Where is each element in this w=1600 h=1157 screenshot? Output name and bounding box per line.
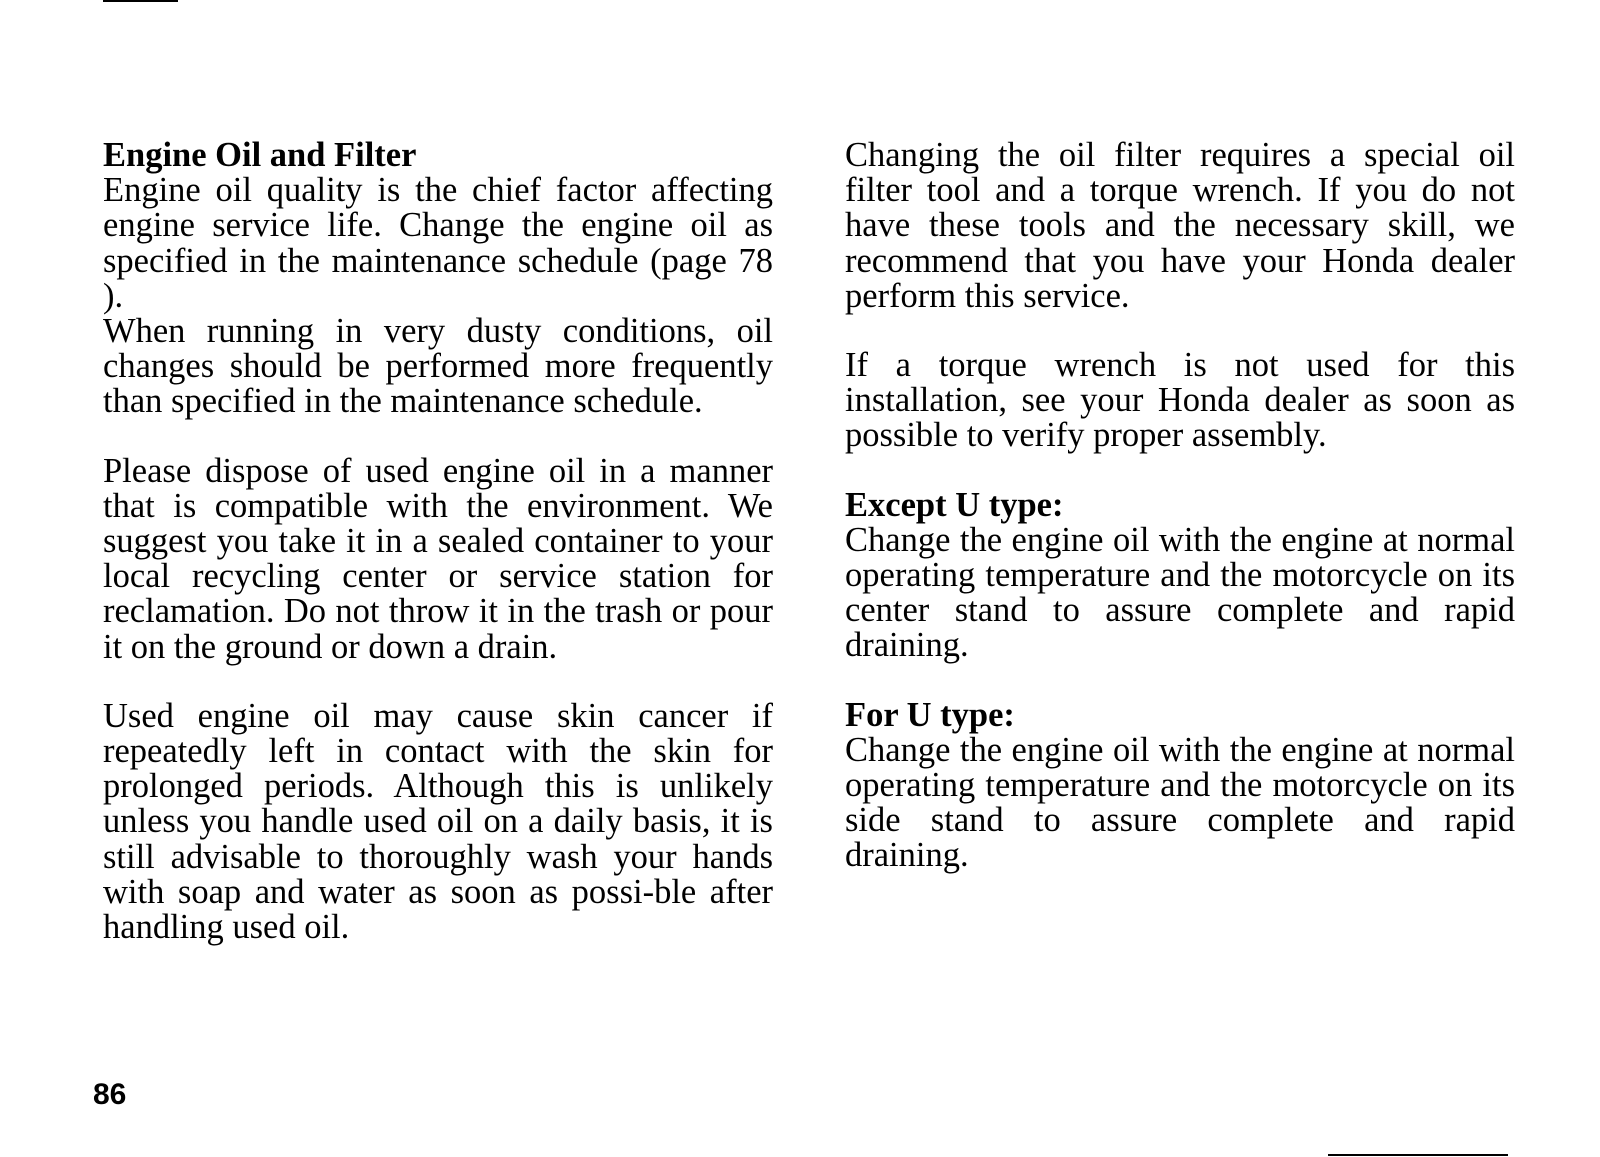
dusty-conditions-paragraph: When running in very dusty conditions, oil changes should be performed more frequently than specified in the maintenance schedule. <box>103 312 773 421</box>
except-u-type-heading: Except U type: <box>845 485 1064 524</box>
paragraph-gap <box>103 665 773 699</box>
skin-cancer-warning-paragraph: Used engine oil may cause skin cancer if repeatedly left in contact with the skin for prolonged periods. Although this is unlikely unless you handle used oil on a daily basis, it is still advisable to thoroughly wash your hands with soap and water as soon as possi-ble after handling used oil. <box>103 696 773 947</box>
for-u-type-heading: For U type: <box>845 695 1015 734</box>
paragraph-gap <box>103 420 773 454</box>
except-u-type-paragraph: Change the engine oil with the engine at normal operating temperature and the motorcycle on its center stand to assure complete and rapid draining. <box>845 520 1515 665</box>
paragraph-gap <box>845 454 1515 488</box>
paragraph-gap <box>845 664 1515 698</box>
oil-quality-paragraph: Engine oil quality is the chief factor affecting engine service life. Change the engine oil as specified in the maintenance schedule (page 78 ). <box>103 171 773 315</box>
top-left-rule <box>103 0 178 2</box>
paragraph-gap <box>845 314 1515 348</box>
oil-disposal-paragraph: Please dispose of used engine oil in a manner that is compatible with the environment. We suggest you take it in a sealed container to your local recycling center or service station for reclamation. Do not throw it in the trash or pour it on the ground or down a drain. <box>103 451 773 666</box>
torque-wrench-paragraph: If a torque wrench is not used for this installation, see your Honda dealer as soon as possible to verify proper assembly. <box>845 346 1515 455</box>
left-column <box>103 138 773 945</box>
page-number: 86 <box>93 1078 127 1111</box>
bottom-right-rule <box>1328 1154 1508 1156</box>
right-column <box>845 138 1515 874</box>
section-heading: Engine Oil and Filter <box>103 136 417 174</box>
for-u-type-paragraph: Change the engine oil with the engine at normal operating temperature and the motorcycle on its side stand to assure complete and rapid draining. <box>845 730 1515 875</box>
oil-filter-tool-paragraph: Changing the oil filter requires a special oil filter tool and a torque wrench. If you do not have these tools and the necessary skill, we recommend that you have your Honda dealer perform this service. <box>845 136 1515 315</box>
